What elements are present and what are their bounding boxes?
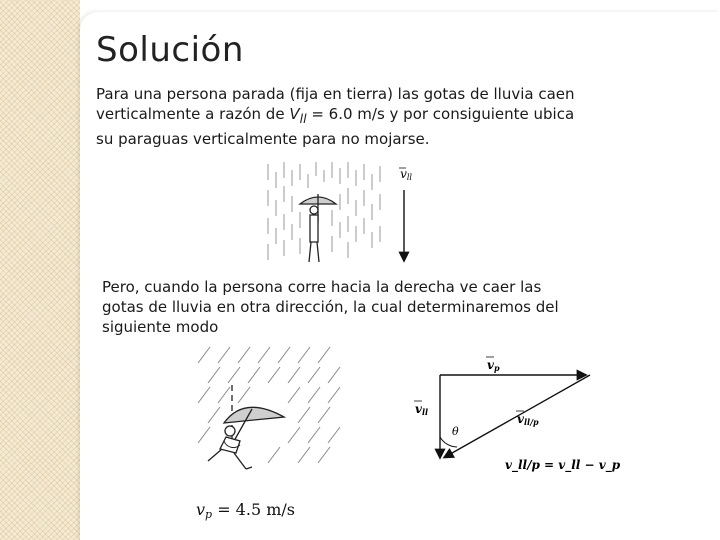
vllp-subscript: ll/p: [523, 417, 539, 427]
svg-text:vll: [400, 167, 412, 182]
paragraph1-line3: su paraguas verticalmente para no mojarse.: [96, 130, 430, 148]
velocity-symbol: V: [289, 105, 300, 123]
paragraph1-line1: Para una persona parada (fija en tierra) las gotas de lluvia caen: [96, 85, 575, 103]
runner-speed-value: = 4.5 m/s: [217, 500, 295, 519]
paragraph2-line1: Pero, cuando la persona corre hacia la derecha ve caer las: [102, 278, 542, 296]
vp-label: v: [487, 358, 494, 372]
paragraph2-line3: siguiente modo: [102, 318, 219, 336]
figure-standing-person-rain: [262, 160, 412, 270]
runner-speed-caption: [196, 500, 295, 521]
svg-text:vll: [415, 402, 428, 417]
paragraph1-line2-before: verticalmente a razón de: [96, 105, 290, 123]
standing-person-icon: [300, 194, 336, 262]
paragraph2-line2: gotas de lluvia en otra dirección, la cual determinaremos del: [102, 298, 559, 316]
paragraph-running-person: [102, 277, 682, 337]
figure-vector-triangle: [395, 345, 645, 485]
velocity-subscript: ll: [299, 111, 307, 126]
paragraph1-line2-after: = 6.0 m/s y por consiguiente ubica: [306, 105, 575, 123]
figure-running-person-rain: [190, 345, 350, 485]
runner-speed-subscript: p: [205, 508, 213, 521]
vll-label: v: [415, 402, 422, 416]
paragraph-standing-person: [96, 84, 696, 149]
slide-title: Solución: [96, 30, 244, 70]
svg-text:vp: [487, 358, 500, 373]
decorative-side-band: [0, 0, 80, 540]
vllp-label: v: [517, 412, 524, 426]
rain-vector-label: v: [400, 167, 407, 181]
vp-subscript: p: [493, 363, 500, 373]
relative-velocity-equation: v_ll/p = v_ll − v_p: [505, 458, 621, 472]
svg-text:vll/p: [517, 412, 539, 427]
angle-arc: [440, 437, 457, 447]
slanted-rain-lines: [198, 347, 340, 463]
runner-speed-symbol: v: [196, 500, 206, 519]
vertical-rain-lines: [268, 162, 380, 260]
vll-subscript: ll: [421, 407, 429, 417]
rain-vector-subscript: ll: [406, 173, 412, 182]
angle-theta-label: θ: [452, 425, 459, 438]
